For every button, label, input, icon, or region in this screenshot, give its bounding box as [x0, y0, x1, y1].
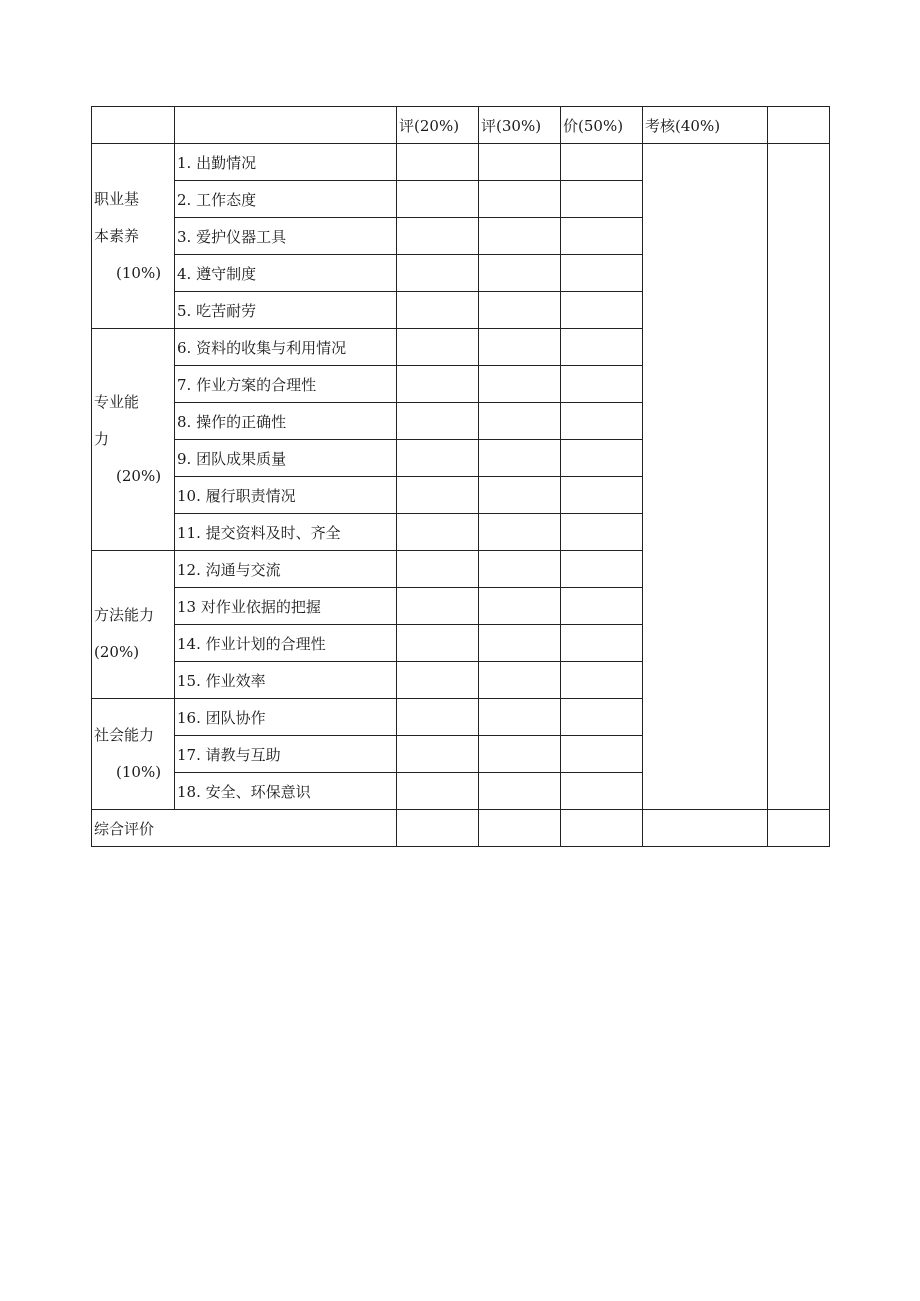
score-cell[interactable] — [397, 588, 479, 625]
item-label: 9. 团队成果质量 — [175, 440, 397, 477]
score-cell[interactable] — [397, 662, 479, 699]
score-cell[interactable] — [561, 699, 643, 736]
score-cell[interactable] — [397, 403, 479, 440]
item-label: 16. 团队协作 — [175, 699, 397, 736]
score-cell[interactable] — [479, 440, 561, 477]
score-cell[interactable] — [397, 699, 479, 736]
score-cell[interactable] — [479, 699, 561, 736]
score-cell[interactable] — [561, 255, 643, 292]
header-self-eval: 评(20%) — [397, 107, 479, 144]
evaluation-table — [91, 106, 830, 847]
header-row — [92, 107, 830, 144]
score-cell[interactable] — [479, 366, 561, 403]
score-cell[interactable] — [561, 440, 643, 477]
score-cell[interactable] — [561, 810, 643, 847]
score-cell[interactable] — [561, 662, 643, 699]
score-cell[interactable] — [561, 625, 643, 662]
score-cell[interactable] — [768, 810, 830, 847]
item-label: 1. 出勤情况 — [175, 144, 397, 181]
exam-merged-cell[interactable] — [643, 144, 768, 810]
score-cell[interactable] — [479, 514, 561, 551]
category-name: 本素养 — [94, 226, 140, 245]
score-cell[interactable] — [397, 810, 479, 847]
score-cell[interactable] — [397, 551, 479, 588]
category-social-ability — [92, 699, 175, 810]
score-cell[interactable] — [561, 292, 643, 329]
total-merged-cell[interactable] — [768, 144, 830, 810]
category-weight: (20%) — [94, 642, 140, 661]
item-label: 18. 安全、环保意识 — [175, 773, 397, 810]
item-label: 2. 工作态度 — [175, 181, 397, 218]
score-cell[interactable] — [479, 810, 561, 847]
summary-label: 综合评价 — [92, 810, 397, 847]
score-cell[interactable] — [397, 773, 479, 810]
category-name: 职业基 — [94, 189, 140, 208]
item-label: 4. 遵守制度 — [175, 255, 397, 292]
score-cell[interactable] — [479, 588, 561, 625]
score-cell[interactable] — [479, 329, 561, 366]
summary-row — [92, 810, 830, 847]
category-method-ability — [92, 551, 175, 699]
score-cell[interactable] — [397, 514, 479, 551]
score-cell[interactable] — [479, 255, 561, 292]
score-cell[interactable] — [397, 255, 479, 292]
score-cell[interactable] — [479, 736, 561, 773]
category-weight: (20%) — [116, 467, 162, 485]
score-cell[interactable] — [561, 736, 643, 773]
score-cell[interactable] — [397, 440, 479, 477]
score-cell[interactable] — [561, 588, 643, 625]
score-cell[interactable] — [479, 181, 561, 218]
score-cell[interactable] — [479, 218, 561, 255]
score-cell[interactable] — [397, 366, 479, 403]
score-cell[interactable] — [479, 625, 561, 662]
score-cell[interactable] — [479, 477, 561, 514]
item-label: 11. 提交资料及时、齐全 — [175, 514, 397, 551]
score-cell[interactable] — [561, 514, 643, 551]
score-cell[interactable] — [397, 292, 479, 329]
item-label: 12. 沟通与交流 — [175, 551, 397, 588]
header-peer-eval: 评(30%) — [479, 107, 561, 144]
score-cell[interactable] — [561, 403, 643, 440]
header-blank-2 — [175, 107, 397, 144]
item-label: 6. 资料的收集与利用情况 — [175, 329, 397, 366]
category-name: 专业能 — [94, 393, 140, 411]
score-cell[interactable] — [561, 551, 643, 588]
item-label: 13 对作业依据的把握 — [175, 588, 397, 625]
item-label: 15. 作业效率 — [175, 662, 397, 699]
category-professional-ability — [92, 329, 175, 551]
category-name: 力 — [94, 430, 110, 448]
category-weight: (10%) — [116, 263, 162, 282]
score-cell[interactable] — [397, 329, 479, 366]
score-cell[interactable] — [397, 144, 479, 181]
score-cell[interactable] — [397, 477, 479, 514]
score-cell[interactable] — [397, 736, 479, 773]
item-label: 14. 作业计划的合理性 — [175, 625, 397, 662]
item-label: 7. 作业方案的合理性 — [175, 366, 397, 403]
category-weight: (10%) — [116, 763, 162, 781]
score-cell[interactable] — [643, 810, 768, 847]
score-cell[interactable] — [561, 181, 643, 218]
item-label: 17. 请教与互助 — [175, 736, 397, 773]
score-cell[interactable] — [479, 662, 561, 699]
item-label: 3. 爱护仪器工具 — [175, 218, 397, 255]
score-cell[interactable] — [561, 477, 643, 514]
category-name: 方法能力 — [94, 605, 155, 624]
item-label: 5. 吃苦耐劳 — [175, 292, 397, 329]
score-cell[interactable] — [397, 181, 479, 218]
score-cell[interactable] — [397, 625, 479, 662]
item-label: 8. 操作的正确性 — [175, 403, 397, 440]
header-exam: 考核(40%) — [643, 107, 768, 144]
category-name: 社会能力 — [94, 726, 155, 744]
item-label: 10. 履行职责情况 — [175, 477, 397, 514]
score-cell[interactable] — [479, 292, 561, 329]
category-professional-quality — [92, 144, 175, 329]
score-cell[interactable] — [479, 403, 561, 440]
score-cell[interactable] — [561, 366, 643, 403]
table-row — [92, 144, 830, 181]
score-cell[interactable] — [479, 773, 561, 810]
header-blank-7 — [768, 107, 830, 144]
score-cell[interactable] — [561, 144, 643, 181]
header-blank-1 — [92, 107, 175, 144]
score-cell[interactable] — [479, 551, 561, 588]
score-cell[interactable] — [561, 218, 643, 255]
score-cell[interactable] — [397, 218, 479, 255]
score-cell[interactable] — [561, 329, 643, 366]
score-cell[interactable] — [479, 144, 561, 181]
header-teacher-eval: 价(50%) — [561, 107, 643, 144]
score-cell[interactable] — [561, 773, 643, 810]
